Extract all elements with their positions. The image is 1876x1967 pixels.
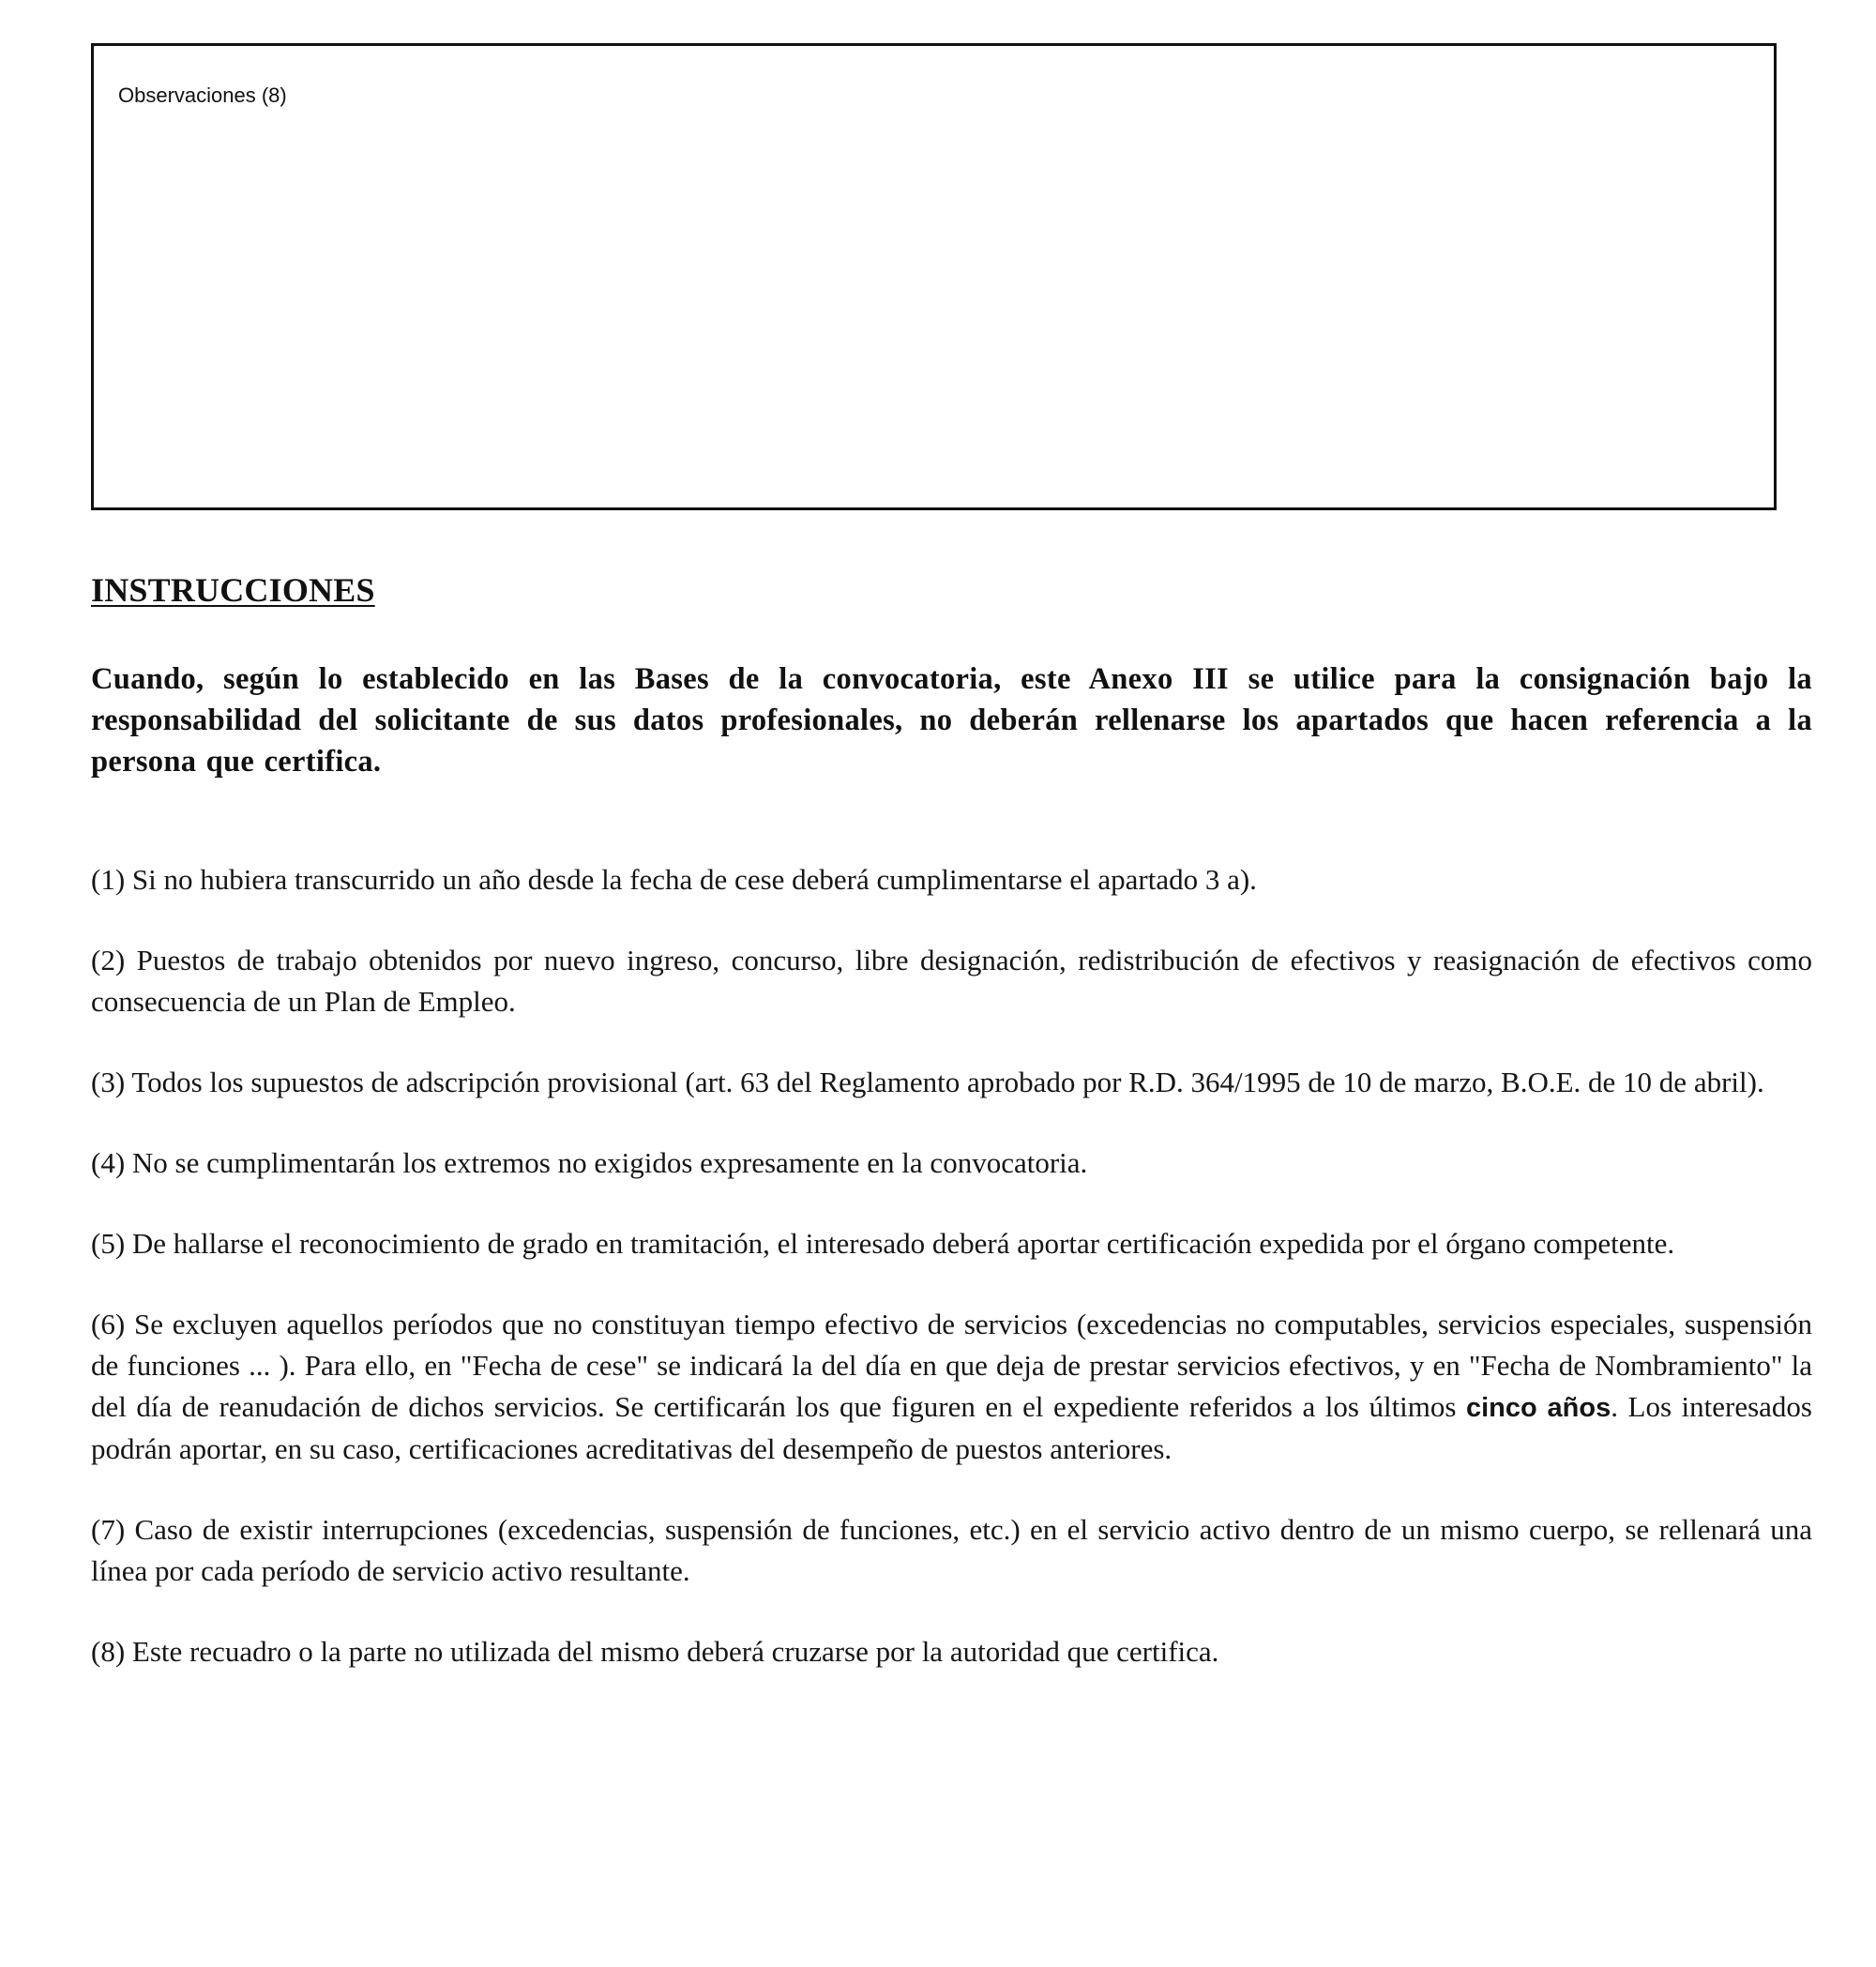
notes-list	[91, 859, 1812, 1672]
note-6-emphasis: cinco años	[1465, 1393, 1611, 1423]
note-4: (4) No se cumplimentarán los extremos no exigidos expresamente en la convocatoria.	[91, 1146, 1088, 1179]
observations-label: Observaciones (8)	[118, 83, 287, 107]
note-8: (8) Este recuadro o la parte no utilizada del mismo deberá cruzarse por la autoridad que certifica.	[91, 1635, 1219, 1668]
note-6-text-before: (6) Se excluyen aquellos períodos que no constituyan tiempo efectivo de servicios (excedencias no computables, servicios especiales, suspensión de funciones ... ). Para ello, en "Fecha de cese" se indicará la del día en que deja de prestar servicios efectivos, y en "Fecha de Nombramiento" la del día de reanudación de dichos servicios. Se certificarán los que figuren en el expediente referidos a los últimos	[91, 1308, 1812, 1423]
note-6	[91, 1304, 1812, 1470]
note-5: (5) De hallarse el reconocimiento de grado en tramitación, el interesado deberá aportar certificación expedida por el órgano competente.	[91, 1227, 1675, 1260]
observations-field[interactable]	[113, 121, 1755, 489]
note-6-text-after: . Los interesados podrán aportar, en su caso, certificaciones acreditativas del desempeño de puestos anteriores.	[91, 1390, 1812, 1465]
note-1: (1) Si no hubiera transcurrido un año desde la fecha de cese deberá cumplimentarse el apartado 3 a).	[91, 863, 1257, 896]
instructions-section	[91, 568, 1812, 1712]
note-2: (2) Puestos de trabajo obtenidos por nuevo ingreso, concurso, libre designación, redistribución de efectivos y reasignación de efectivos como consecuencia de un Plan de Empleo.	[91, 944, 1812, 1018]
instructions-intro: Cuando, según lo establecido en las Bases de la convocatoria, este Anexo III se utilice para la consignación bajo la responsabilidad del solicitante de sus datos profesionales, no deberán rellenarse los apartados que hacen referencia a la persona que certifica.	[91, 662, 1812, 779]
observations-box	[91, 43, 1777, 510]
instructions-heading: INSTRUCCIONES	[91, 571, 375, 609]
note-3: (3) Todos los supuestos de adscripción provisional (art. 63 del Reglamento aprobado por R.D. 364/1995 de 10 de marzo, B.O.E. de 10 de abril).	[91, 1066, 1764, 1098]
note-7: (7) Caso de existir interrupciones (excedencias, suspensión de funciones, etc.) en el servicio activo dentro de un mismo cuerpo, se rellenará una línea por cada período de servicio activo resultante.	[91, 1513, 1812, 1587]
